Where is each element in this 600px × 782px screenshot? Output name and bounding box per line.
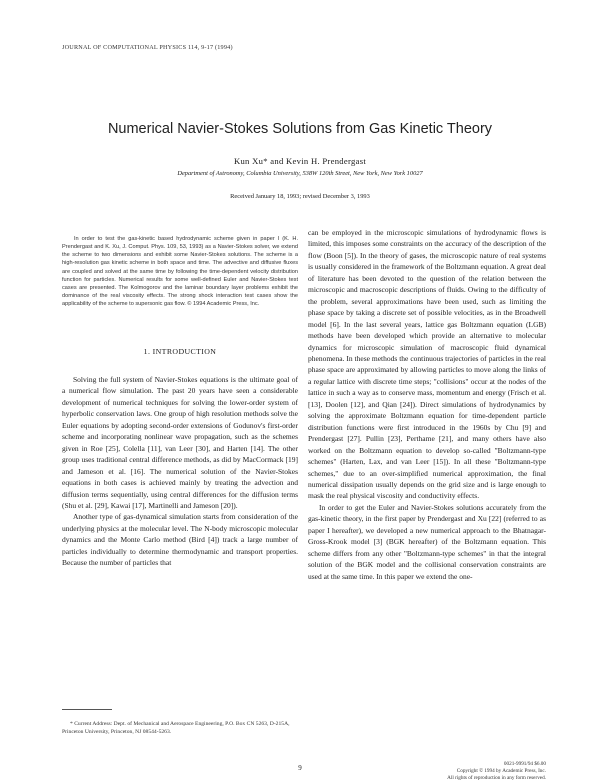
paper-title: Numerical Navier-Stokes Solutions from Gas Kinetic Theory	[107, 121, 493, 137]
received-date: Received January 18, 1993; revised December 3, 1993	[230, 193, 370, 200]
body-column-right	[308, 227, 546, 582]
copyright-line: Copyright © 1994 by Academic Press, Inc.	[456, 768, 546, 774]
affiliation: Department of Astronomy, Columbia University, 538W 120th Street, New York, New York 10027	[177, 170, 423, 177]
footnote-text: * Current Address: Dept. of Mechanical and Aerospace Engineering, P.O. Box CN 5263, D-215A, Princeton University, Princeton, NJ 08544-5263.	[62, 721, 290, 736]
rights-line: All rights of reproduction in any form reserved.	[447, 775, 546, 781]
abstract-text: In order to test the gas-kinetic based hydrodynamic scheme given in paper I (K. H. Prendergast and K. Xu, J. Comput. Phys. 109, 53, 1993) as a Navier-Stokes solver, we extend the scheme to two dimensions and exhibit some Navier-Stokes solutions. The scheme is a high-resolution gas kinetic scheme in both space and time. The advective and diffusive fluxes are coupled and solved at the same time by following the time-dependent velocity distribution function for particles. Numerical results for some well-defined Euler and Navier-Stokes test cases are presented. The Kolmogorov and the laminar boundary layer problems exhibit the dominance of the real viscosity effects. The strong shock interaction test cases show the applicability of the scheme to supersonic gas flow. © 1994 Academic Press, Inc.	[62, 236, 298, 308]
paragraph: Another type of gas-dynamical simulation starts from consideration of the underlying physics at the molecular level. The N-body microscopic molecular dynamics and the Monte Carlo method (Bird [4]) track a large number of particles individually to determine thermodynamic and transport properties. Because the number of particles that	[62, 512, 298, 568]
page-number: 9	[298, 764, 302, 772]
footnote-rule	[62, 709, 112, 710]
authors: Kun Xu* and Kevin H. Prendergast	[233, 156, 367, 166]
body-column-left	[62, 374, 298, 569]
abstract	[62, 235, 298, 308]
issn-line: 0021-9991/94 $6.00	[503, 761, 546, 767]
copyright-block	[440, 761, 546, 782]
section-heading: 1. INTRODUCTION	[143, 347, 217, 356]
paragraph: In order to get the Euler and Navier-Stokes solutions accurately from the gas-kinetic theory, in the first paper by Prendergast and Xu [22] (referred to as paper I hereafter), we developed a new numerical approach to the Bhatnagar-Gross-Krook model [3] (BGK hereafter) of the Boltzmann equation. This scheme differs from any other "Boltzmann-type schemes" in that the integral solution of the BGK model and the collisional conservation constraints are used at the same time. In this paper we extend the one-	[308, 502, 546, 581]
journal-header: JOURNAL OF COMPUTATIONAL PHYSICS 114, 9-17 (1994)	[62, 44, 233, 51]
paragraph: Solving the full system of Navier-Stokes equations is the ultimate goal of a numerical flow simulation. The past 20 years have seen a considerable development of numerical techniques for solving the lower-order system of hyperbolic conservation laws. One group of high resolution methods solve the Euler equations by adopting second-order extensions of Godunov's first-order scheme and incorporating nonlinear wave propagation, such as the schemes given in Roe [25], Colella [11], van Leer [30], and Harten [14]. The other group uses traditional central difference methods, as did by MacCormack [19] and Jameson et al. [16]. The numerical solution of the Navier-Stokes equations in both cases is achieved mainly by treating the advection and diffusion terms sequentially, using central differences for the diffusion terms (Shu et al. [29], Kawai [17], Martinelli and Jameson [20]).	[62, 375, 298, 510]
footnote	[62, 720, 298, 736]
paragraph: can be employed in the microscopic simulations of hydrodynamic flows is limited, this imposes some constraints on the accuracy of the description of the flow (Boon [5]). In the theory of gases, the microscopic nature of real systems is usually considered in the framework of the Boltzmann equation. A great deal of literature has been devoted to the question of the relation between the microscopic and macroscopic descriptions of fluids. Owing to the difficulty of the problem, several approximations have been used, such as limiting the phase space by taking a discrete set of possible velocities, as in the Broadwell model [6]. In the last several years, lattice gas Boltzmann equation (LGB) methods have been developed which provide an alternative to molecular dynamics for microscopic simulation of macroscopic fluid dynamical phenomena. In these methods the continuous trajectories of particles in the real phase space are approximated by allowing particles to move along the links of a regular lattice with discrete time steps; "collisions" occur at the nodes of the lattice in such a way as to conserve mass, momentum and energy (Frisch et al. [13], Doolen [12], and Qian [24]). Direct simulations of hydrodynamics by solving the approximate Boltzmann equation for time-dependent particle distribution functions were first introduced in the 1960s by Chu [9] and Prendergast [27]. Pullin [23], Perthame [21], and many others have also worked on the Boltzmann equation to develop so-called "Boltzmann-type schemes" (Harten, Lax, and van Leer [15]). In all these "Boltzmann-type schemes," due to an over-simplified numerical approximation, the final numerical dissipation usually depends on the grid size and is large enough to mask the real physical viscosity and conductivity effects.	[308, 228, 546, 501]
